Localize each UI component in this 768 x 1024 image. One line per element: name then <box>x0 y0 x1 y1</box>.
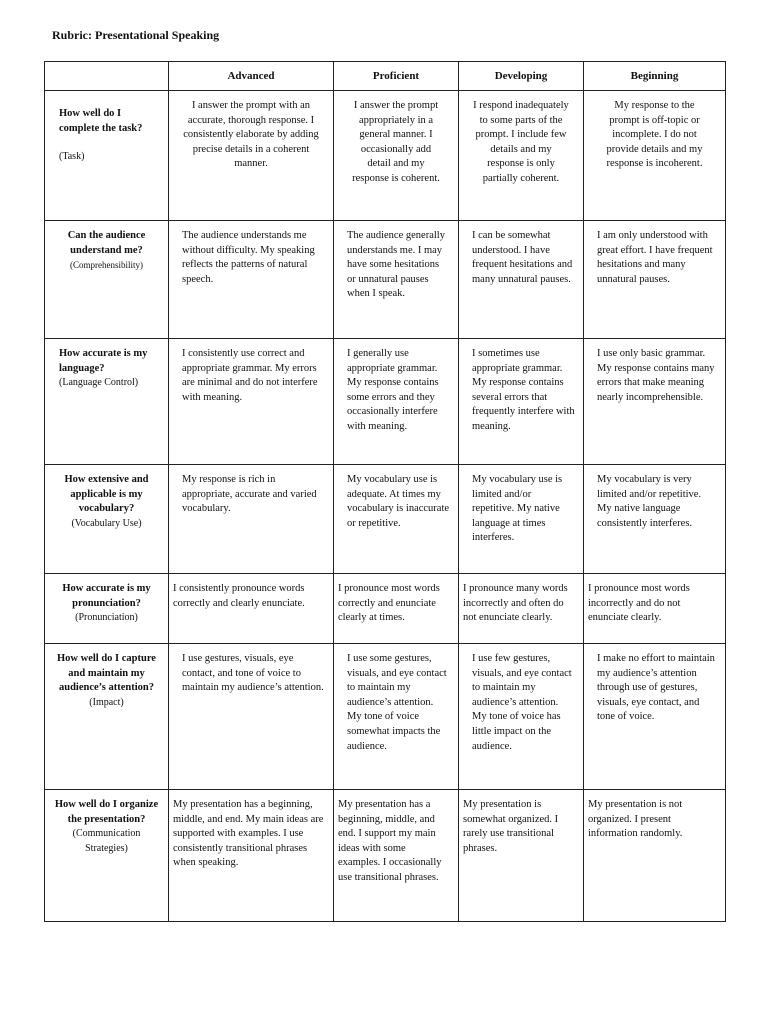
row-header <box>45 339 169 465</box>
table-row <box>45 465 726 574</box>
cell-beginning: My vocabulary is very limited and/or repetitive. My native language consistently interferes. <box>584 465 726 574</box>
cell-beginning: I make no effort to maintain my audience’s attention through use of gestures, visuals, eye contact, and tone of voice. <box>584 644 726 790</box>
cell-developing: I can be somewhat understood. I have frequent hesitations and many unnatural pauses. <box>459 221 584 339</box>
row-question: Can the audience understand me? <box>67 230 146 256</box>
header-cell-proficient: Proficient <box>334 62 459 91</box>
row-header <box>45 465 169 574</box>
row-category: (Comprehensibility) <box>70 260 143 271</box>
header-cell-developing: Developing <box>459 62 584 91</box>
table-row <box>45 339 726 465</box>
cell-proficient: I use some gestures, visuals, and eye contact to maintain my audience’s attention. My tone of voice somewhat impacts the audience. <box>334 644 459 790</box>
cell-developing: I pronounce many words incorrectly and often do not enunciate clearly. <box>459 574 584 644</box>
cell-proficient: My presentation has a beginning, middle, and end. I support my main ideas with some examples. I occasionally use transitional phrases. <box>334 790 459 922</box>
cell-proficient: I answer the prompt appropriately in a general manner. I occasionally add detail and my response is coherent. <box>334 91 459 221</box>
cell-developing: My vocabulary use is limited and/or repetitive. My native language at times interferes. <box>459 465 584 574</box>
cell-advanced: I answer the prompt with an accurate, thorough response. I consistently elaborate by adding precise details in a coherent manner. <box>169 91 334 221</box>
cell-advanced: My response is rich in appropriate, accurate and varied vocabulary. <box>169 465 334 574</box>
row-question: How extensive and applicable is my vocabulary? <box>64 474 149 515</box>
table-row <box>45 574 726 644</box>
cell-developing: I respond inadequately to some parts of the prompt. I include few details and my response is only partially coherent. <box>459 91 584 221</box>
row-category: (Task) <box>59 151 85 163</box>
cell-advanced: My presentation has a beginning, middle, and end. My main ideas are supported with examples. I use consistently transitional phrases when speaking. <box>169 790 334 922</box>
cell-advanced: I consistently use correct and appropriate grammar. My errors are minimal and do not interfere with meaning. <box>169 339 334 465</box>
row-header <box>45 91 169 221</box>
row-category: (Pronunciation) <box>75 612 138 624</box>
cell-beginning: My response to the prompt is off-topic or incomplete. I do not provide details and my response is incoherent. <box>584 91 726 221</box>
row-category: (Vocabulary Use) <box>71 517 142 529</box>
row-header <box>45 574 169 644</box>
header-cell-beginning: Beginning <box>584 62 726 91</box>
row-category: (Language Control) <box>59 377 139 389</box>
cell-developing: I use few gestures, visuals, and eye contact to maintain my audience’s attention. My tone of voice has little impact on the audience. <box>459 644 584 790</box>
table-row <box>45 644 726 790</box>
row-question: How accurate is my language? <box>59 348 148 374</box>
cell-proficient: I generally use appropriate grammar. My response contains some errors and they occasionally interfere with meaning. <box>334 339 459 465</box>
cell-proficient: My vocabulary use is adequate. At times my vocabulary is inaccurate or repetitive. <box>334 465 459 574</box>
row-header <box>45 790 169 922</box>
table-row <box>45 221 726 339</box>
cell-proficient: The audience generally understands me. I may have some hesitations or unnatural pauses when I speak. <box>334 221 459 339</box>
row-category: (Impact) <box>89 696 124 708</box>
cell-advanced: I use gestures, visuals, eye contact, and tone of voice to maintain my audience’s attention. <box>169 644 334 790</box>
header-row <box>45 62 726 91</box>
rubric-table <box>44 61 726 922</box>
page-title: Rubric: Presentational Speaking <box>52 28 220 42</box>
table-row <box>45 790 726 922</box>
cell-developing: I sometimes use appropriate grammar. My response contains several errors that frequently interfere with meaning. <box>459 339 584 465</box>
row-header <box>45 221 169 339</box>
cell-proficient: I pronounce most words correctly and enunciate clearly at times. <box>334 574 459 644</box>
row-question: How well do I capture and maintain my audience’s attention? <box>57 653 156 694</box>
row-question: How well do I organize the presentation? <box>54 799 159 825</box>
header-cell-blank <box>45 62 169 91</box>
cell-advanced: The audience understands me without difficulty. My speaking reflects the patterns of natural speech. <box>169 221 334 339</box>
cell-beginning: I pronounce most words incorrectly and do not enunciate clearly. <box>584 574 726 644</box>
row-category: (Communication Strategies) <box>72 828 141 854</box>
table-row <box>45 91 726 221</box>
row-question: How accurate is my pronunciation? <box>62 583 151 609</box>
row-question: How well do I complete the task? <box>59 108 143 134</box>
cell-advanced: I consistently pronounce words correctly and clearly enunciate. <box>169 574 334 644</box>
row-header <box>45 644 169 790</box>
cell-beginning: My presentation is not organized. I present information randomly. <box>584 790 726 922</box>
cell-beginning: I am only understood with great effort. I have frequent hesitations and many unnatural pauses. <box>584 221 726 339</box>
cell-developing: My presentation is somewhat organized. I rarely use transitional phrases. <box>459 790 584 922</box>
cell-beginning: I use only basic grammar. My response contains many errors that make meaning nearly incomprehensible. <box>584 339 726 465</box>
header-cell-advanced: Advanced <box>169 62 334 91</box>
